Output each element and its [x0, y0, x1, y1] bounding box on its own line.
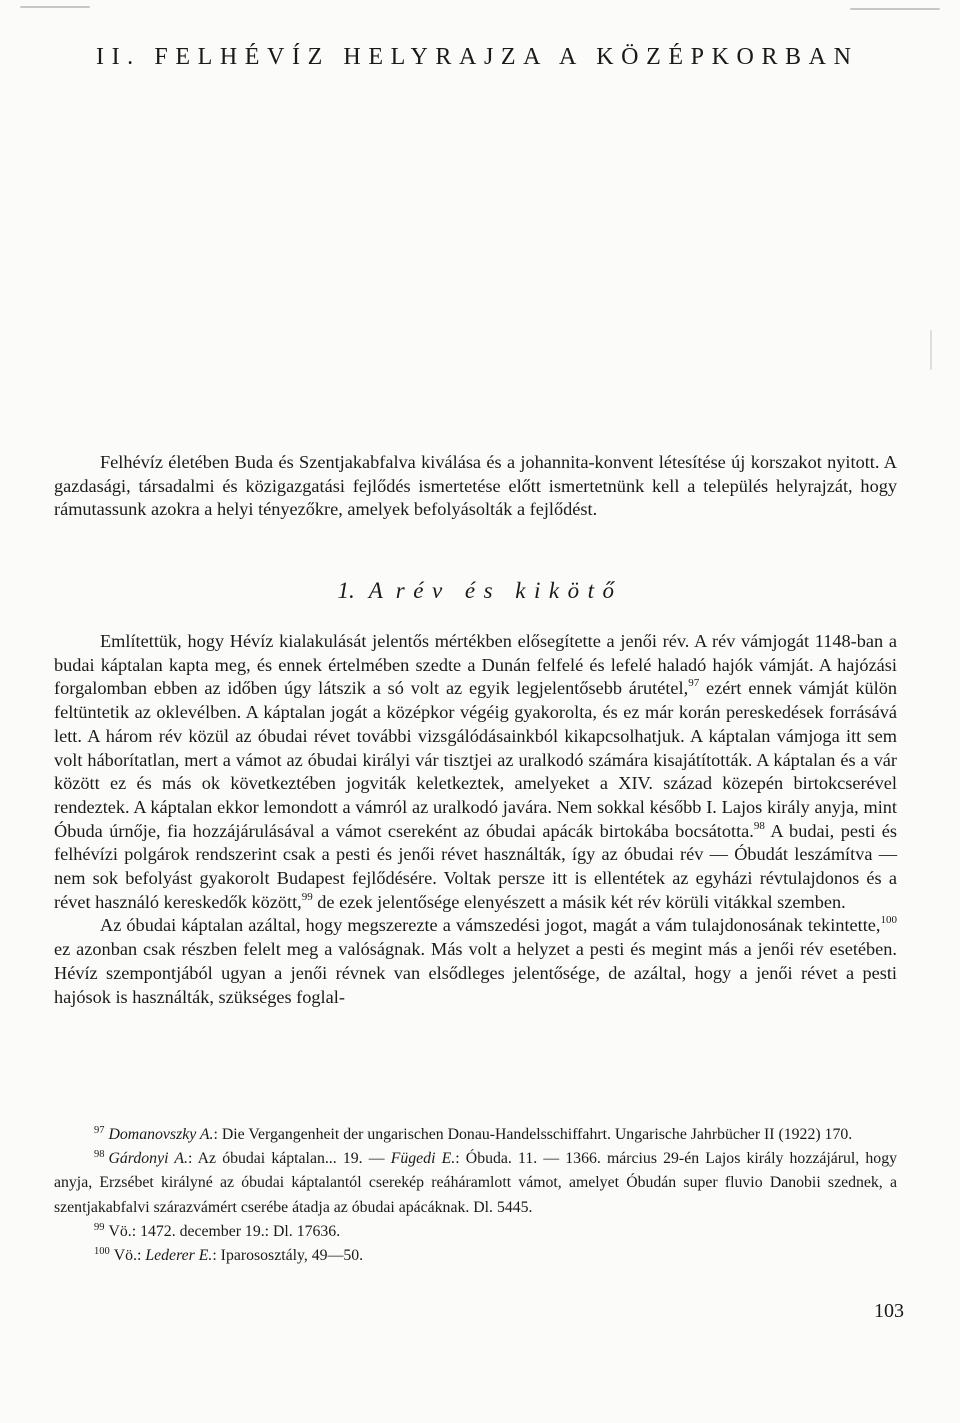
- body-paragraph: [54, 630, 897, 1009]
- footnote-reference[interactable]: 97: [688, 677, 700, 690]
- footnote-text: Vö.: 1472. december 19.: Dl. 17636.: [108, 1222, 341, 1240]
- footnote-number: 97: [94, 1125, 105, 1136]
- footnote-97: [54, 1123, 897, 1147]
- footnote-reference[interactable]: 99: [301, 890, 313, 903]
- footnote-author: Lederer E.: [145, 1247, 213, 1265]
- footnote-reference[interactable]: 98: [753, 819, 765, 832]
- footnote-reference[interactable]: 100: [880, 914, 897, 927]
- footnote-text: : Die Vergangenheit der ungarischen Donau-Handelsschiffahrt. Ungarische Jahrbücher II (1922) 170.: [213, 1126, 853, 1143]
- scan-artifact: [930, 330, 932, 370]
- footnotes: [54, 1123, 897, 1268]
- body-text: Az óbudai káptalan azáltal, hogy megszerezte a vámszedési jogot, magát a vám tulajdonosának tekintette,: [100, 915, 881, 936]
- section-heading-text: rév és kikötő: [395, 578, 623, 603]
- intro-paragraph: Felhévíz életében Buda és Szentjakabfalva kiválása és a johannita-konvent létesítése új korszakot nyitott. A gazdasági, társadalmi és közigazgatási fejlődés ismertetése előtt ismertetnünk kell a település helyrajzát, hogy rámutassunk azokra a helyi tényezőkre, amelyek befolyásolták a fejlődést.: [54, 452, 897, 520]
- footnote-99: [54, 1220, 897, 1244]
- body-text: ez azonban csak részben felelt meg a valóságnak. Más volt a helyzet a pesti és megint más a jenői rév esetében. Hévíz szempontjából ugyan a jenői révnek van elsődleges jelentősége, de azáltal, hogy a jenői révet a pesti hajósok is használták, szükséges foglal-: [54, 939, 897, 1007]
- footnote-author: Domanovszky A.: [108, 1126, 214, 1143]
- footnote-number: 99: [94, 1221, 105, 1233]
- footnote-98: [54, 1147, 897, 1220]
- section-number: 1.: [337, 578, 355, 603]
- footnote-author: Gárdonyi A.: [108, 1150, 188, 1168]
- section-heading-first-word: A: [368, 578, 396, 603]
- body-text: ezért ennek vámját külön feltüntetik az oklevélben. A káptalan jogát a középkor végéig gyakorolta, és ez már korán pereskedések forrásává lett. A három rév közül az óbudai révet további vizsgálódásainkból kikapcsolhatjuk. A káptalan vámjoga itt sem volt háborítatlan, mert a vámot az óbudai királyi vár tisztjei az uralkodó számára kisajátították. A káptalan és a vár között ez és más ok következtében jogviták keletkeztek, amelyeket a XIV. század közepén birtokcserével rendeztek. A káptalan ekkor lemondott a vámról az uralkodó javára. Nem sokkal később I. Lajos király anyja, mint Óbuda úrnője, fia hozzájárulásával a vámot csereként az óbudai apácák birtokába bocsátotta.: [54, 678, 897, 841]
- footnote-text: : Az óbudai káptalan... 19. —: [187, 1150, 391, 1168]
- footnote-author: Fügedi E.: [390, 1150, 456, 1168]
- scan-artifact: [850, 8, 940, 10]
- section-heading: [0, 578, 960, 604]
- footnote-text: : Iparososztály, 49—50.: [212, 1247, 364, 1265]
- body-text: Említettük, hogy Hévíz kialakulását jelentős mértékben elősegítette a jenői rév. A rév vámjogát 1148-ban a budai káptalan kapta meg, és ennek értelmében szedte a Dunán felfelé és lefelé haladó hajók vámját. A hajózási forgalomban ebben az időben úgy látszik a só volt az egyik legjelentősebb árutétel,: [54, 631, 897, 699]
- footnote-100: [54, 1244, 897, 1268]
- scan-artifact: [20, 6, 90, 8]
- footnote-text: : Óbuda. 11. — 1366. március 29-én Lajos király hozzájárul, hogy anyja, Erzsébet királyné az óbudai káptalantól cserekép reáháramlott vámot, amelyet Óbudán super fluvio Danobii szednek, a szentjakabfalvi szárazvámért cserébe átadja az óbudai apácáknak. Dl. 5445.: [54, 1150, 897, 1216]
- footnote-text: Vö.:: [113, 1247, 146, 1265]
- page-title: II. FELHÉVÍZ HELYRAJZA A KÖZÉPKORBAN: [96, 44, 859, 70]
- page-number: 103: [874, 1300, 904, 1322]
- footnote-number: 98: [94, 1149, 105, 1161]
- body-text: A budai, pesti és felhévízi polgárok rendszerint csak a pesti és jenői révet használták, így az óbudai rév — Óbudát leszámítva — nem sok befolyást gyakorolt Budapest fejlődésére. Voltak persze itt is ellentétek az egyházi révtulajdonos és a révet használó kereskedők között,: [54, 820, 898, 912]
- body-text: de ezek jelentősége elenyészett a másik két rév körüli vitákkal szemben.: [312, 891, 846, 912]
- footnote-number: 100: [94, 1246, 110, 1258]
